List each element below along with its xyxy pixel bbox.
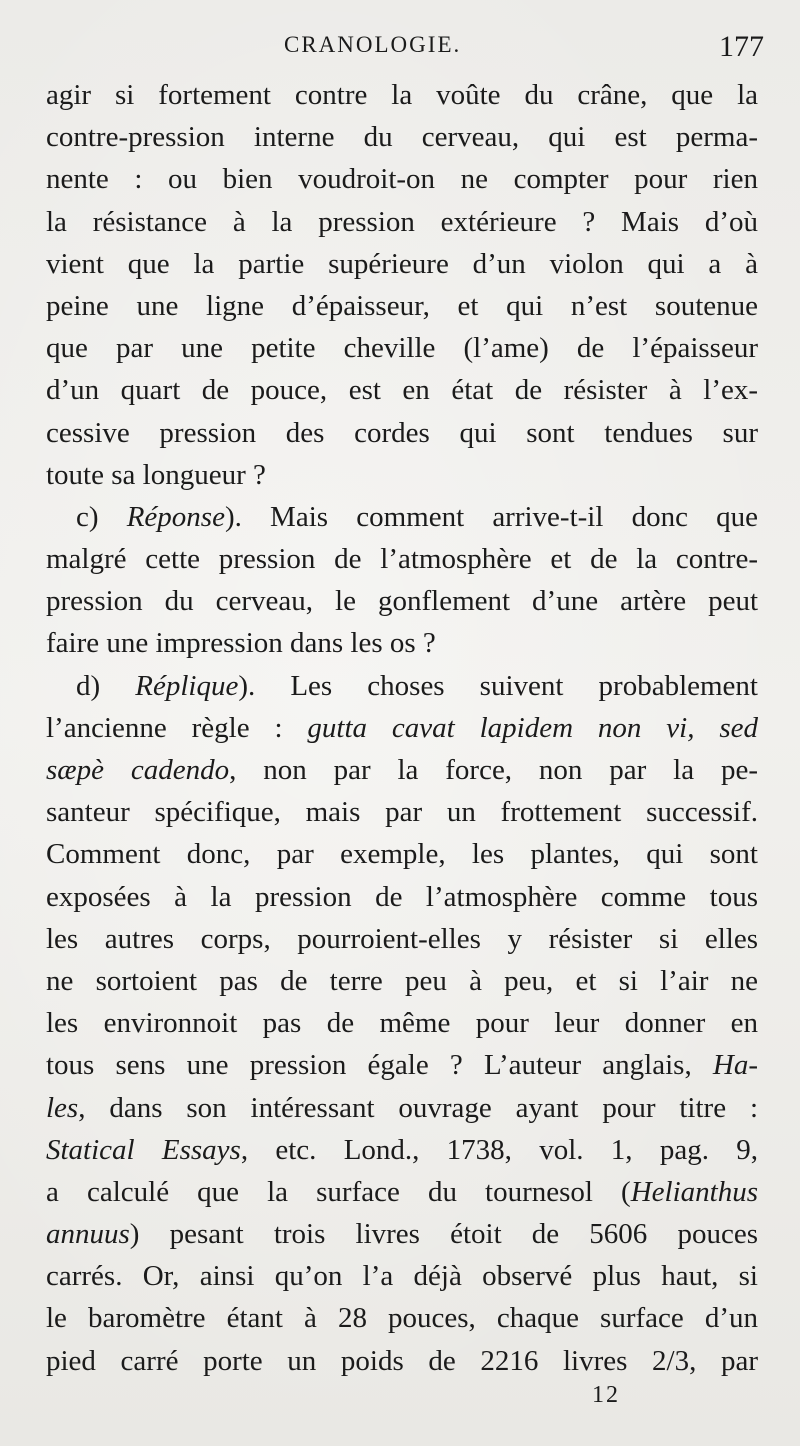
text-segment: vient que la partie supérieure d’un violon qui a à <box>46 247 758 280</box>
text-line <box>46 1044 758 1086</box>
text-line <box>46 876 758 918</box>
text-line <box>46 749 758 791</box>
text-segment: agir si fortement contre la voûte du crâne, que la <box>46 79 758 111</box>
text-line <box>46 412 758 454</box>
text-line <box>46 1255 758 1297</box>
italic-text: Helianthus <box>630 1175 758 1208</box>
text-segment: cessive pression des cordes qui sont tendues sur <box>46 416 758 449</box>
text-segment: toute sa longueur ? <box>46 458 266 491</box>
text-segment: ). Mais comment arrive-t-il donc que <box>224 500 759 533</box>
italic-text: les <box>46 1091 79 1124</box>
body-text <box>46 74 758 1382</box>
text-line <box>46 285 758 327</box>
text-segment: les autres corps, pourroient-elles y résister si elles <box>46 922 758 955</box>
text-line <box>46 580 758 622</box>
text-line <box>46 622 758 664</box>
text-line <box>46 960 758 1002</box>
italic-text: annuus <box>46 1218 130 1251</box>
text-line <box>46 369 758 411</box>
italic-text: Réponse <box>126 500 225 533</box>
text-segment: pression du cerveau, le gonflement d’une artère peut <box>46 585 758 618</box>
running-title: CRANOLOGIE. <box>284 32 462 57</box>
text-line <box>46 665 758 707</box>
text-line <box>46 1002 758 1044</box>
text-line <box>46 707 758 749</box>
text-line <box>46 918 758 960</box>
text-segment: exposées à la pression de l’atmosphère comme tous <box>46 880 758 913</box>
italic-text: Ha- <box>712 1049 758 1082</box>
text-segment: carrés. Or, ainsi qu’on l’a déjà observé plus haut, si <box>46 1260 758 1293</box>
text-segment: , dans son intéressant ouvrage ayant pour titre : <box>78 1091 758 1124</box>
text-segment: que par une petite cheville (l’ame) de l’épaisseur <box>46 332 758 365</box>
text-segment: Comment donc, par exemple, les plantes, qui sont <box>46 838 758 871</box>
text-segment: l’ancienne règle : <box>46 711 308 744</box>
italic-text: Statical Essays <box>46 1133 241 1166</box>
text-segment: les environnoit pas de même pour leur donner en <box>46 1007 758 1040</box>
text-line <box>46 116 758 158</box>
text-segment: la résistance à la pression extérieure ? Mais d’où <box>46 205 758 238</box>
text-line <box>46 496 758 538</box>
text-segment: ne sortoient pas de terre peu à peu, et si l’air ne <box>46 964 758 997</box>
text-segment: ) pesant trois livres étoit de 5606 pouces <box>129 1218 758 1251</box>
text-segment: d) <box>76 669 136 702</box>
running-head <box>0 30 800 70</box>
text-segment: c) <box>76 500 127 533</box>
text-segment: a calculé que la surface du tournesol ( <box>46 1175 631 1208</box>
italic-text: gutta cavat lapidem non vi, sed <box>307 711 758 744</box>
text-line <box>46 833 758 875</box>
text-line <box>46 1087 758 1129</box>
text-segment: , etc. Lond., 1738, vol. 1, pag. 9, <box>240 1133 758 1166</box>
text-line <box>46 158 758 200</box>
text-line <box>46 1129 758 1171</box>
text-segment: contre-pression interne du cerveau, qui est perma- <box>46 121 758 154</box>
text-segment: nente : ou bien voudroit-on ne compter pour rien <box>46 163 758 196</box>
italic-text: sæpè cadendo <box>46 754 230 786</box>
signature-mark: 12 <box>592 1382 620 1408</box>
text-line <box>46 201 758 243</box>
text-segment: faire une impression dans les os ? <box>46 627 436 660</box>
text-segment: santeur spécifique, mais par un frottement successif. <box>46 796 758 829</box>
page-number: 177 <box>719 30 764 63</box>
text-line <box>46 1171 758 1213</box>
text-line <box>46 538 758 580</box>
text-segment: peine une ligne d’épaisseur, et qui n’est soutenue <box>46 289 758 322</box>
text-segment: tous sens une pression égale ? L’auteur anglais, <box>46 1049 713 1082</box>
text-line <box>46 1213 758 1255</box>
text-line <box>46 243 758 285</box>
text-line <box>46 454 758 496</box>
text-line <box>46 1340 758 1382</box>
text-segment: d’un quart de pouce, est en état de résister à l’ex- <box>46 374 758 407</box>
text-line <box>46 1297 758 1339</box>
text-segment: ). Les choses suivent probablement <box>238 669 758 702</box>
text-line <box>46 327 758 369</box>
text-segment: malgré cette pression de l’atmosphère et de la contre- <box>46 543 758 576</box>
text-segment: pied carré porte un poids de 2216 livres 2/3, par <box>46 1344 758 1377</box>
text-line <box>46 791 758 833</box>
text-segment: le baromètre étant à 28 pouces, chaque surface d’un <box>46 1302 758 1335</box>
text-segment: , non par la force, non par la pe- <box>229 754 758 786</box>
text-line <box>46 74 758 116</box>
italic-text: Réplique <box>135 669 239 702</box>
